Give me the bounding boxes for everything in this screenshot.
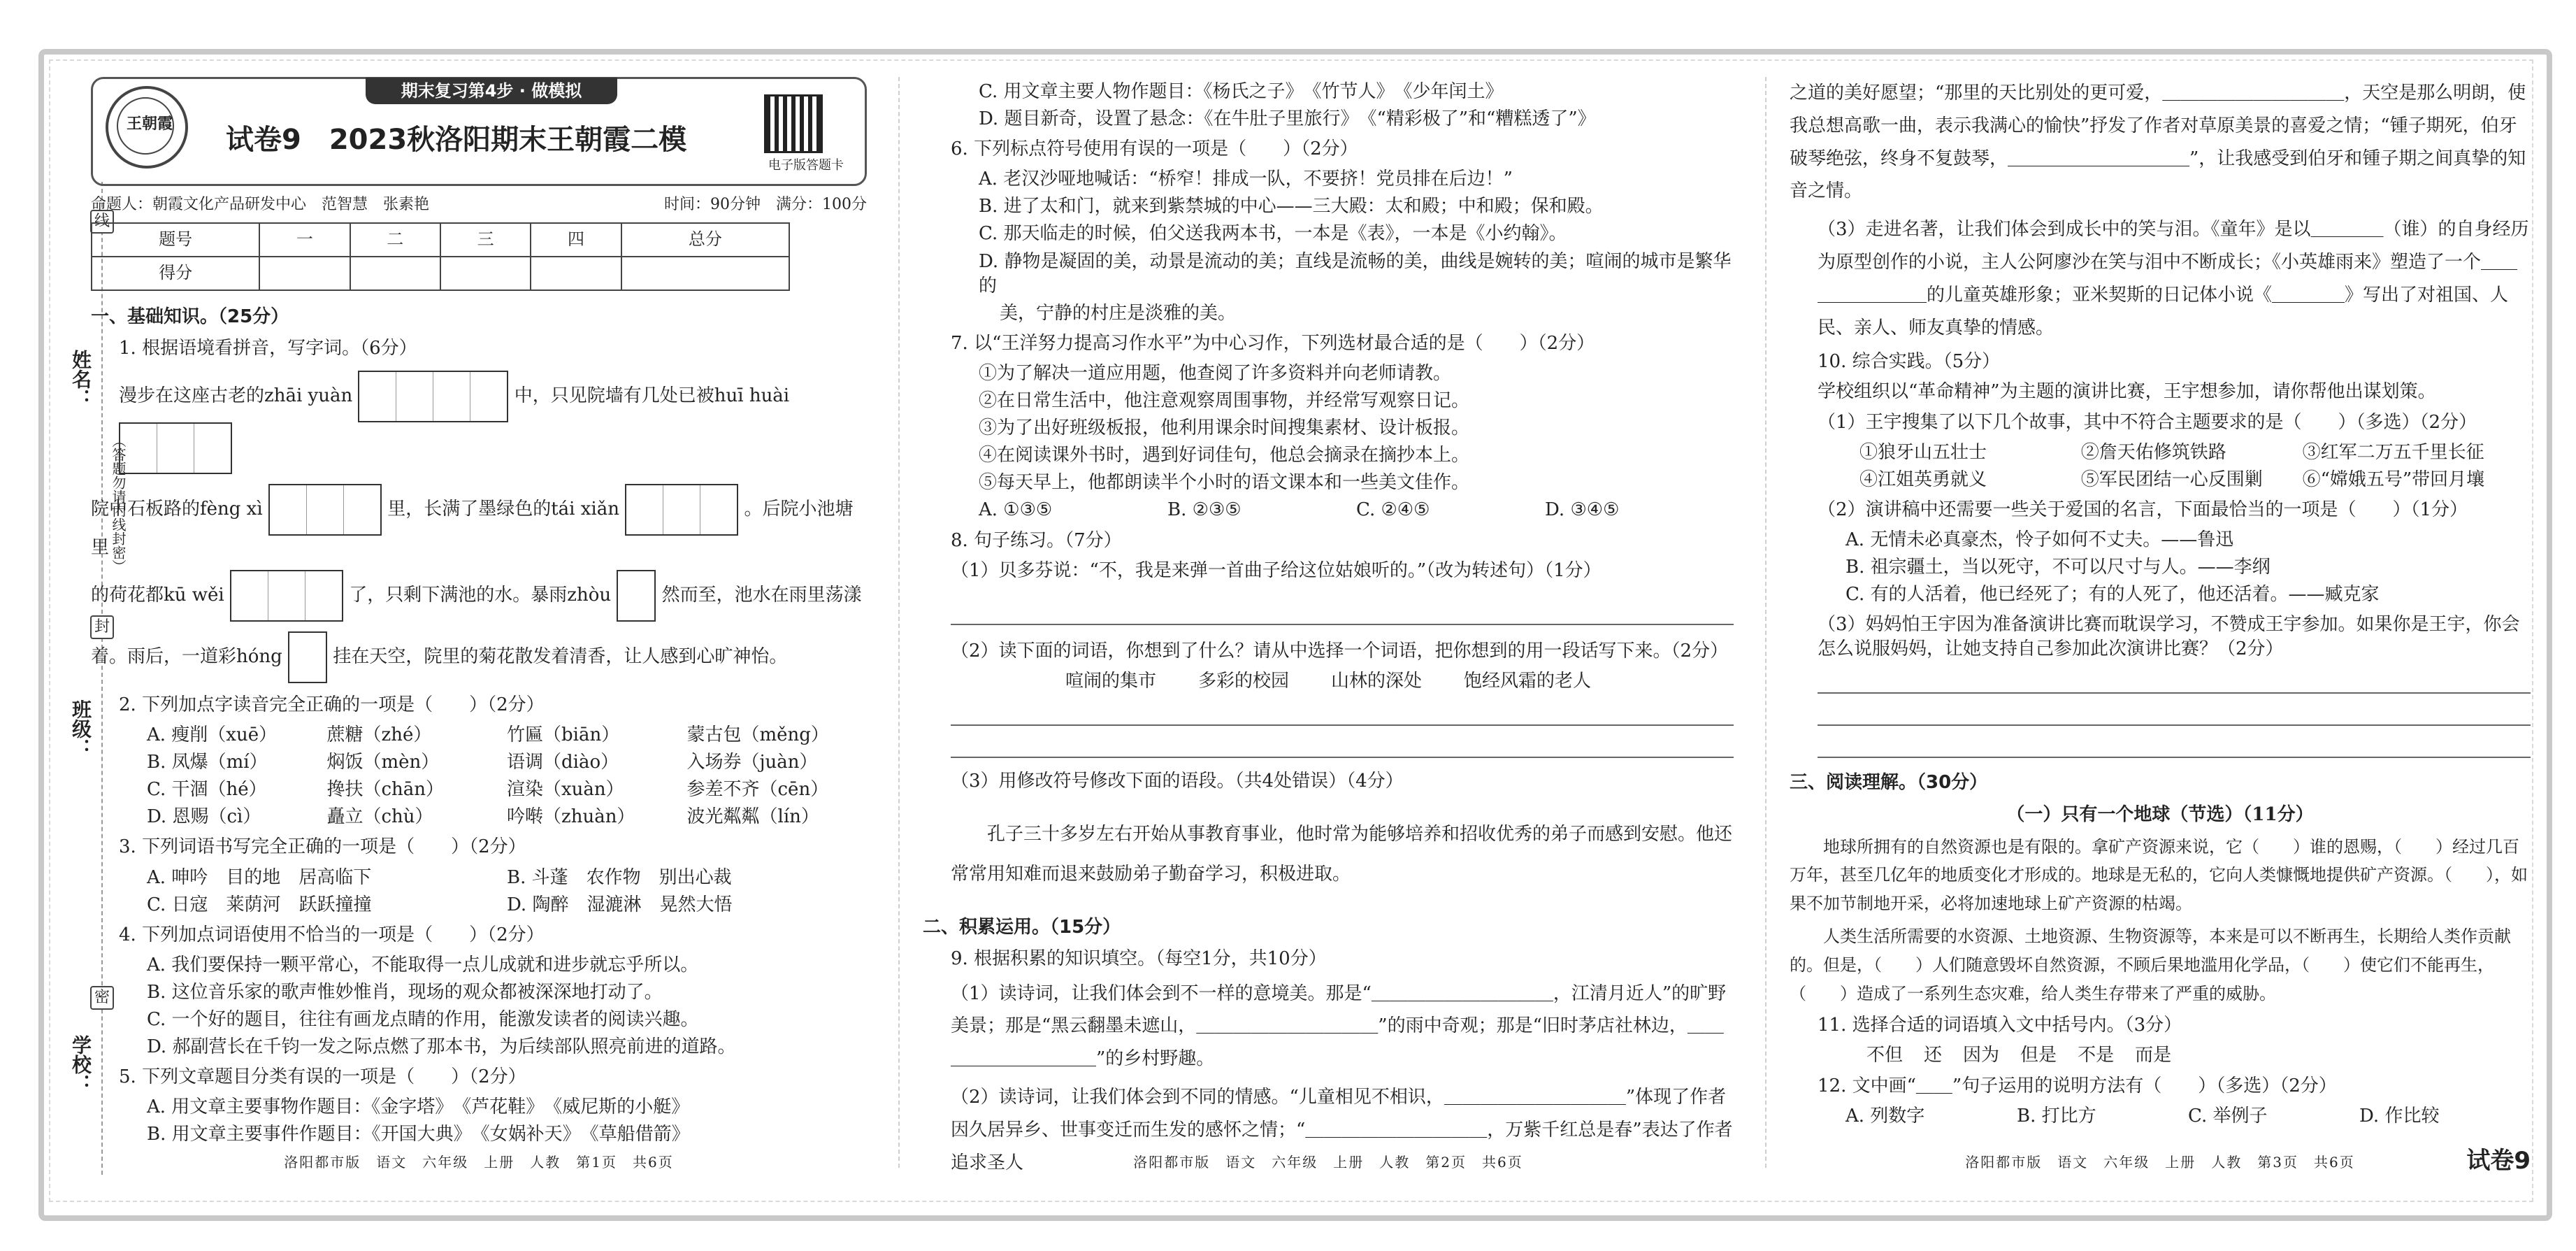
question-11: 11. 选择合适的词语填入文中括号内。（3分） bbox=[1818, 1015, 2182, 1036]
option: C. 有的人活着，他已经死了；有的人死了，他还活着。——臧克家 bbox=[1845, 584, 2380, 606]
review-tab: 期末复习第4步 · 做模拟 bbox=[366, 78, 617, 104]
page-footer: 洛阳都市版 语文 六年级 上册 人教 第1页 共6页 bbox=[284, 1154, 674, 1171]
score-header: 三 bbox=[440, 223, 531, 257]
option-text: C. 举例子 bbox=[2188, 1105, 2268, 1127]
column-divider bbox=[1765, 77, 1766, 1168]
option-text: ④江姐英勇就义 bbox=[1859, 469, 1987, 490]
option: A. 用文章主要事物作题目：《金字塔》 《芦花鞋》 《威尼斯的小艇》 bbox=[147, 1096, 690, 1118]
option-text: 山林的深处 bbox=[1331, 670, 1423, 692]
section-heading: 三、阅读理解。（30分） bbox=[1790, 772, 1988, 794]
score-header: 一 bbox=[259, 223, 350, 257]
reading-title: （一）只有一个地球（节选）（11分） bbox=[2006, 803, 2314, 825]
seal-mark-secret: 密 bbox=[90, 986, 114, 1010]
option: D. 静物是凝固的美，动景是流动的美；直线是流畅的美，曲线是婉转的美；喧闹的城市是繁华的 bbox=[979, 250, 1732, 296]
option-text: ③红军二万五千里长征 bbox=[2302, 441, 2484, 463]
option-text: A. 瘦削（xuē） bbox=[147, 724, 278, 746]
option-text: A. 呻吟 目的地 居高临下 bbox=[147, 866, 372, 888]
seal-note: （答题勿请内线封密） bbox=[110, 434, 127, 573]
q1-line bbox=[91, 631, 867, 683]
option: C. 一个好的题目，往往有画龙点睛的作用，能激发读者的阅读兴趣。 bbox=[147, 1009, 699, 1030]
brand-logo bbox=[106, 86, 188, 169]
answer-line[interactable] bbox=[951, 701, 1734, 726]
option-text: 但是 bbox=[2020, 1045, 2057, 1066]
option-text: 喧闹的集市 bbox=[1065, 670, 1156, 692]
question-9: 9. 根据积累的知识填空。（每空1分，共10分） bbox=[951, 948, 1327, 970]
option-text: 波光粼粼（lín） bbox=[686, 806, 819, 828]
time-score: 时间：90分钟 满分：100分 bbox=[664, 196, 867, 213]
question-9-3: （3）走进名著，让我们体会到成长中的笑与泪。《童年》是以＿＿＿＿（谁）的自身经历为原型创作的小说，主人公阿廖沙在笑与泪中不断成长；《小英雄雨来》塑造了一个＿＿＿＿＿＿＿＿的儿童英雄形象；亚米契斯的日记体小说《＿＿＿＿》写出了对祖国、人民、亲人、师友真挚的情感。 bbox=[1818, 219, 2529, 338]
question-9-2-cont: 之道的美好愿望；“那里的天比别处的更可爱，＿＿＿＿＿＿＿＿＿＿，天空是那么明朗，使我总想高歌一曲，表示我满心的愉快”抒发了作者对草原美景的喜爱之情；“锺子期死，伯牙破琴绝弦，终身不复鼓琴，＿＿＿＿＿＿＿＿＿＿”，让我感受到伯牙和锺子期之间真挚的知音之情。 bbox=[1790, 83, 2526, 202]
reading-paragraph: 地球所拥有的自然资源也是有限的。拿矿产资源来说，它（ ）谁的恩赐，（ ）经过几百万年，甚至几亿年的地质变化才形成的。地球是无私的，它向人类慷慨地提供矿产资源。（ ），如果不加节制地开采，必将加速地球上矿产资源的枯竭。 bbox=[1790, 836, 2528, 914]
q1-text: 了，只剩下满池的水。暴雨zhòu bbox=[349, 584, 612, 606]
option-text: 而是 bbox=[2135, 1045, 2172, 1066]
question-8-3: （3）用修改符号修改下面的语段。（共4处错误）（4分） bbox=[951, 770, 1404, 792]
answer-box[interactable] bbox=[194, 424, 231, 473]
option-text: B. 打比方 bbox=[2017, 1105, 2096, 1127]
seal-mark-line: 线 bbox=[90, 210, 114, 234]
option-text: 蒙古包（měng） bbox=[686, 724, 829, 746]
q1-line bbox=[91, 570, 867, 622]
q1-text: 。后院小池塘里 bbox=[91, 498, 854, 558]
answer-grid[interactable] bbox=[268, 484, 382, 536]
section-heading: 一、基础知识。（25分） bbox=[91, 306, 289, 327]
option-text: 语调（diào） bbox=[507, 752, 619, 773]
answer-line[interactable] bbox=[951, 733, 1734, 758]
q1-line bbox=[91, 484, 867, 560]
option: 美，宁静的村庄是淡雅的美。 bbox=[1000, 302, 1237, 324]
q1-text: 漫步在这座古老的zhāi yuàn bbox=[119, 385, 353, 406]
logo-text: 王朝霞 bbox=[127, 115, 173, 133]
option-text: A. ①③⑤ bbox=[979, 499, 1053, 521]
question-9-2: （2）读诗词，让我们体会到不同的情感。“儿童相见不相识，＿＿＿＿＿＿＿＿＿＿”体现了作者因久居异乡、世事变迁而生发的感怀之情；“＿＿＿＿＿＿＿＿＿＿，万紫千红总是春”表达了作者追求圣人 bbox=[951, 1086, 1733, 1173]
option-text: 饱经风霜的老人 bbox=[1464, 670, 1592, 692]
option-text: ②詹天佑修筑铁路 bbox=[2080, 441, 2226, 463]
answer-box[interactable] bbox=[305, 571, 342, 620]
seal-mark-seal: 封 bbox=[90, 615, 114, 639]
option: B. 用文章主要事件作题目：《开国大典》 《女娲补天》 《草船借箭》 bbox=[147, 1124, 690, 1145]
question-10: 10. 综合实践。（5分） bbox=[1818, 351, 2001, 373]
question-7: 7. 以“王洋努力提高习作水平”为中心习作，下列选材最合适的是（ ）（2分） bbox=[951, 332, 1595, 354]
section-heading: 二、积累运用。（15分） bbox=[923, 917, 1121, 938]
score-row-label: 得分 bbox=[92, 257, 259, 290]
option-row bbox=[1845, 1104, 2531, 1129]
q1-text: 院中石板路的fèng xì bbox=[91, 498, 263, 520]
answer-line[interactable] bbox=[1818, 701, 2531, 726]
question-10-2: （2）演讲稿中还需要一些关于爱国的名言，下面最恰当的一项是（ ）（1分） bbox=[1818, 499, 2468, 520]
option: C. 用文章主要人物作题目：《杨氏之子》 《竹节人》 《少年闰土》 bbox=[979, 81, 1504, 102]
option-text: 焖饭（mèn） bbox=[326, 752, 440, 773]
exam-meta bbox=[91, 194, 867, 215]
answer-line[interactable] bbox=[1818, 733, 2531, 758]
option-row bbox=[147, 778, 867, 802]
answer-box[interactable] bbox=[396, 372, 433, 421]
option-row bbox=[147, 723, 867, 748]
option-text: ①狼牙山五壮士 bbox=[1859, 441, 1987, 463]
answer-box[interactable] bbox=[268, 571, 305, 620]
page-footer: 洛阳都市版 语文 六年级 上册 人教 第3页 共6页 bbox=[1965, 1154, 2355, 1171]
question-6: 6. 下列标点符号使用有误的一项是（ ）（2分） bbox=[951, 138, 1358, 160]
question-8: 8. 句子练习。（7分） bbox=[951, 529, 1122, 551]
option: D. 郝副营长在千钧一发之际点燃了那本书，为后续部队照亮前进的道路。 bbox=[147, 1036, 736, 1058]
answer-grid[interactable] bbox=[119, 422, 232, 474]
option-text: 不但 bbox=[1866, 1045, 1904, 1066]
option: ④在阅读课外书时，遇到好词佳句，他总会摘录在摘抄本上。 bbox=[979, 445, 1470, 466]
q1-text: 着。雨后，一道彩hóng bbox=[91, 645, 282, 667]
option-text: 入场券（juàn） bbox=[686, 752, 818, 773]
answer-box[interactable] bbox=[700, 485, 737, 534]
answer-box[interactable] bbox=[270, 485, 307, 534]
option: B. 这位音乐家的歌声惟妙惟肖，现场的观众都被深深地打动了。 bbox=[147, 981, 663, 1003]
score-header: 题号 bbox=[92, 223, 259, 257]
question-10-3: （3）妈妈怕王宇因为准备演讲比赛而耽误学习，不赞成王宇参加。如果你是王宇，你会怎么说服妈妈，让她支持自己参加此次演讲比赛？（2分） bbox=[1818, 614, 2520, 660]
answer-box[interactable] bbox=[626, 485, 663, 534]
q1-text: 里，长满了墨绿色的tái xiǎn bbox=[387, 498, 619, 520]
option-text: B. ②③⑤ bbox=[1167, 499, 1242, 521]
option-text: D. 作比较 bbox=[2359, 1105, 2440, 1127]
question-2: 2. 下列加点字读音完全正确的一项是（ ）（2分） bbox=[119, 694, 545, 715]
option: B. 祖宗疆土，当以死守，不可以尺寸与人。——李纲 bbox=[1845, 557, 2271, 578]
page-1 bbox=[91, 77, 867, 1171]
option-text: 矗立（chù） bbox=[326, 806, 433, 828]
q1-text: 然而至，池水在雨里荡漾 bbox=[661, 584, 862, 606]
answer-box[interactable] bbox=[433, 372, 470, 421]
page-footer: 洛阳都市版 语文 六年级 上册 人教 第2页 共6页 bbox=[1133, 1154, 1523, 1171]
authors: 命题人：朝霞文化产品研发中心 范智慧 张素艳 bbox=[91, 196, 430, 213]
answer-box[interactable] bbox=[289, 633, 326, 682]
q1-line bbox=[119, 371, 867, 474]
option-text: ⑤军民团结一心反围剿 bbox=[2080, 469, 2263, 490]
option-text: D. 陶醉 湿漉淋 晃然大悟 bbox=[507, 894, 733, 915]
option-text: 竹匾（biān） bbox=[507, 724, 620, 746]
answer-grid[interactable] bbox=[617, 570, 656, 622]
option-text: 还 bbox=[1924, 1045, 1943, 1066]
option: A. 无情未必真豪杰，怜子如何不丈夫。——鲁迅 bbox=[1845, 529, 2234, 550]
option-text: A. 列数字 bbox=[1845, 1105, 1925, 1127]
q1-text: 挂在天空，院里的菊花散发着清香，让人感到心旷神怡。 bbox=[333, 645, 788, 667]
option-text: 吟啭（zhuàn） bbox=[507, 806, 635, 828]
option: ②在日常生活中，他注意观察周围事物，并经常写观察日记。 bbox=[979, 390, 1470, 412]
question-5: 5. 下列文章题目分类有误的一项是（ ）（2分） bbox=[119, 1066, 526, 1088]
answer-grid[interactable] bbox=[230, 570, 343, 622]
question-1: 1. 根据语境看拼音，写字词。（6分） bbox=[119, 337, 417, 359]
option-row bbox=[147, 866, 867, 890]
option-text: C. 干涸（hé） bbox=[147, 779, 267, 801]
option-row bbox=[147, 750, 867, 775]
question-9-1: （1）读诗词，让我们体会到不一样的意境美。那是“＿＿＿＿＿＿＿＿＿＿，江清月近人”的旷野美景；那是“黑云翻墨未遮山，＿＿＿＿＿＿＿＿＿＿”的雨中奇观；那是“旧时茅店社林边，＿＿＿＿＿＿＿＿＿＿”的乡村野趣。 bbox=[951, 982, 1727, 1070]
answer-box[interactable] bbox=[618, 571, 654, 620]
option-text: 不是 bbox=[2078, 1045, 2115, 1066]
option-text: 搀扶（chān） bbox=[326, 779, 445, 801]
option-text: D. 恩赐（cì） bbox=[147, 806, 261, 828]
option-text: 多彩的校园 bbox=[1197, 670, 1289, 692]
qr-code-icon[interactable] bbox=[764, 94, 823, 153]
class-label: 班级： bbox=[69, 699, 92, 758]
option: D. 题目新奇，设置了悬念：《在牛肚子里旅行》 《“精彩极了”和“糟糕透了”》 bbox=[979, 108, 1596, 130]
answer-box[interactable] bbox=[231, 571, 268, 620]
school-label: 学校： bbox=[69, 1035, 92, 1094]
score-cell[interactable] bbox=[531, 257, 621, 290]
option-text: 蔗糖（zhé） bbox=[326, 724, 432, 746]
q1-text: 中，只见院墙有几处已被huī huài bbox=[514, 385, 790, 406]
word-list bbox=[923, 669, 1734, 694]
edit-passage: 孔子三十多岁左右开始从事教育事业，他时常为能够培养和招收优秀的弟子而感到安慰。他还常常用知难而退来鼓励弟子勤奋学习，积极进取。 bbox=[951, 823, 1733, 885]
score-cell[interactable] bbox=[440, 257, 531, 290]
option-text: 参差不齐（cēn） bbox=[686, 779, 829, 801]
option-text: C. ②④⑤ bbox=[1356, 499, 1430, 521]
qr-label: 电子版答题卡 bbox=[768, 158, 844, 173]
name-label: 姓名： bbox=[69, 350, 92, 408]
option-row bbox=[979, 498, 1734, 522]
score-cell[interactable] bbox=[621, 257, 789, 290]
question-8-1: （1）贝多芬说：“不，我是来弹一首曲子给这位姑娘听的。”（改为转述句）（1分） bbox=[951, 559, 1602, 581]
answer-box[interactable] bbox=[470, 372, 507, 421]
option-text: B. 凤爆（mí） bbox=[147, 752, 268, 773]
option-row bbox=[147, 805, 867, 829]
column-divider bbox=[898, 77, 900, 1168]
score-header: 总分 bbox=[621, 223, 789, 257]
score-cell[interactable] bbox=[259, 257, 350, 290]
question-10-1: （1）王宇搜集了以下几个故事，其中不符合主题要求的是（ ）（多选）（2分） bbox=[1818, 411, 2477, 433]
score-table bbox=[91, 222, 790, 291]
q1-text: 的荷花都kū wěi bbox=[91, 584, 224, 606]
answer-box[interactable] bbox=[307, 485, 344, 534]
option-text: 渲染（xuàn） bbox=[507, 779, 624, 801]
question-4: 4. 下列加点词语使用不恰当的一项是（ ）（2分） bbox=[119, 924, 545, 945]
question-3: 3. 下列词语书写完全正确的一项是（ ）（2分） bbox=[119, 836, 526, 858]
page-3 bbox=[1790, 77, 2531, 1175]
page-2 bbox=[923, 77, 1734, 1173]
answer-box[interactable] bbox=[344, 485, 380, 534]
option-row bbox=[147, 893, 867, 917]
option: C. 那天临走的时候，伯父送我两本书，一本是《表》，一本是《小约翰》。 bbox=[979, 223, 1567, 245]
header-banner bbox=[91, 77, 867, 186]
option-text: 因为 bbox=[1963, 1045, 2000, 1066]
option-text: B. 斗蓬 农作物 别出心裁 bbox=[507, 866, 732, 888]
option: ①为了解决一道应用题，他查阅了许多资料并向老师请教。 bbox=[979, 362, 1452, 384]
answer-grid[interactable] bbox=[288, 631, 327, 683]
question-12: 12. 文中画“＿＿”句子运用的说明方法有（ ）（多选）（2分） bbox=[1818, 1075, 2337, 1096]
option-text: ⑥“嫦娥五号”带回月壤 bbox=[2302, 469, 2485, 490]
option-row bbox=[1859, 441, 2531, 465]
answer-grid[interactable] bbox=[358, 371, 508, 422]
answer-grid[interactable] bbox=[625, 484, 738, 536]
exam-badge: 试卷9 bbox=[2466, 1147, 2531, 1175]
question-8-2: （2）读下面的词语，你想到了什么？请从中选择一个词语，把你想到的用一段话写下来。（2分） bbox=[951, 640, 1729, 662]
answer-box[interactable] bbox=[157, 424, 194, 473]
exam-title: 试卷9 2023秋洛阳期末王朝霞二模 bbox=[226, 124, 687, 156]
option: B. 进了太和门，就来到紫禁城的中心——三大殿：太和殿；中和殿；保和殿。 bbox=[979, 196, 1604, 217]
answer-line[interactable] bbox=[1818, 669, 2531, 694]
answer-box[interactable] bbox=[663, 485, 700, 534]
option: ⑤每天早上，他都朗读半个小时的语文课本和一些美文佳作。 bbox=[979, 472, 1470, 494]
option: ③为了出好班级板报，他利用课余时间搜集素材、设计板报。 bbox=[979, 417, 1470, 439]
answer-box[interactable] bbox=[359, 372, 396, 421]
score-header: 二 bbox=[350, 223, 440, 257]
answer-line[interactable] bbox=[951, 600, 1734, 625]
answer-box[interactable] bbox=[120, 424, 157, 473]
score-cell[interactable] bbox=[350, 257, 440, 290]
option: A. 我们要保持一颗平常心，不能取得一点儿成就和进步就忘乎所以。 bbox=[147, 954, 699, 975]
reading-paragraph: 人类生活所需要的水资源、土地资源、生物资源等，本来是可以不断再生，长期给人类作贡献的。但是，（ ）人们随意毁坏自然资源，不顾后果地滥用化学品，（ ）使它们不能再生，（ ）造成了一系列生态灾难，给人类生存带来了严重的威胁。 bbox=[1790, 926, 2511, 1003]
question-10-intro: 学校组织以“革命精神”为主题的演讲比赛，王宇想参加，请你帮他出谋划策。 bbox=[1818, 381, 2436, 403]
option-text: C. 日寇 莱荫河 跃跃撞撞 bbox=[147, 894, 372, 915]
word-bank bbox=[1866, 1043, 2531, 1068]
option-text: D. ③④⑤ bbox=[1545, 499, 1620, 521]
option-row bbox=[1859, 468, 2531, 492]
score-header: 四 bbox=[531, 223, 621, 257]
option: A. 老汉沙哑地喊话：“桥窄！排成一队，不要挤！党员排在后边！” bbox=[979, 169, 1513, 190]
